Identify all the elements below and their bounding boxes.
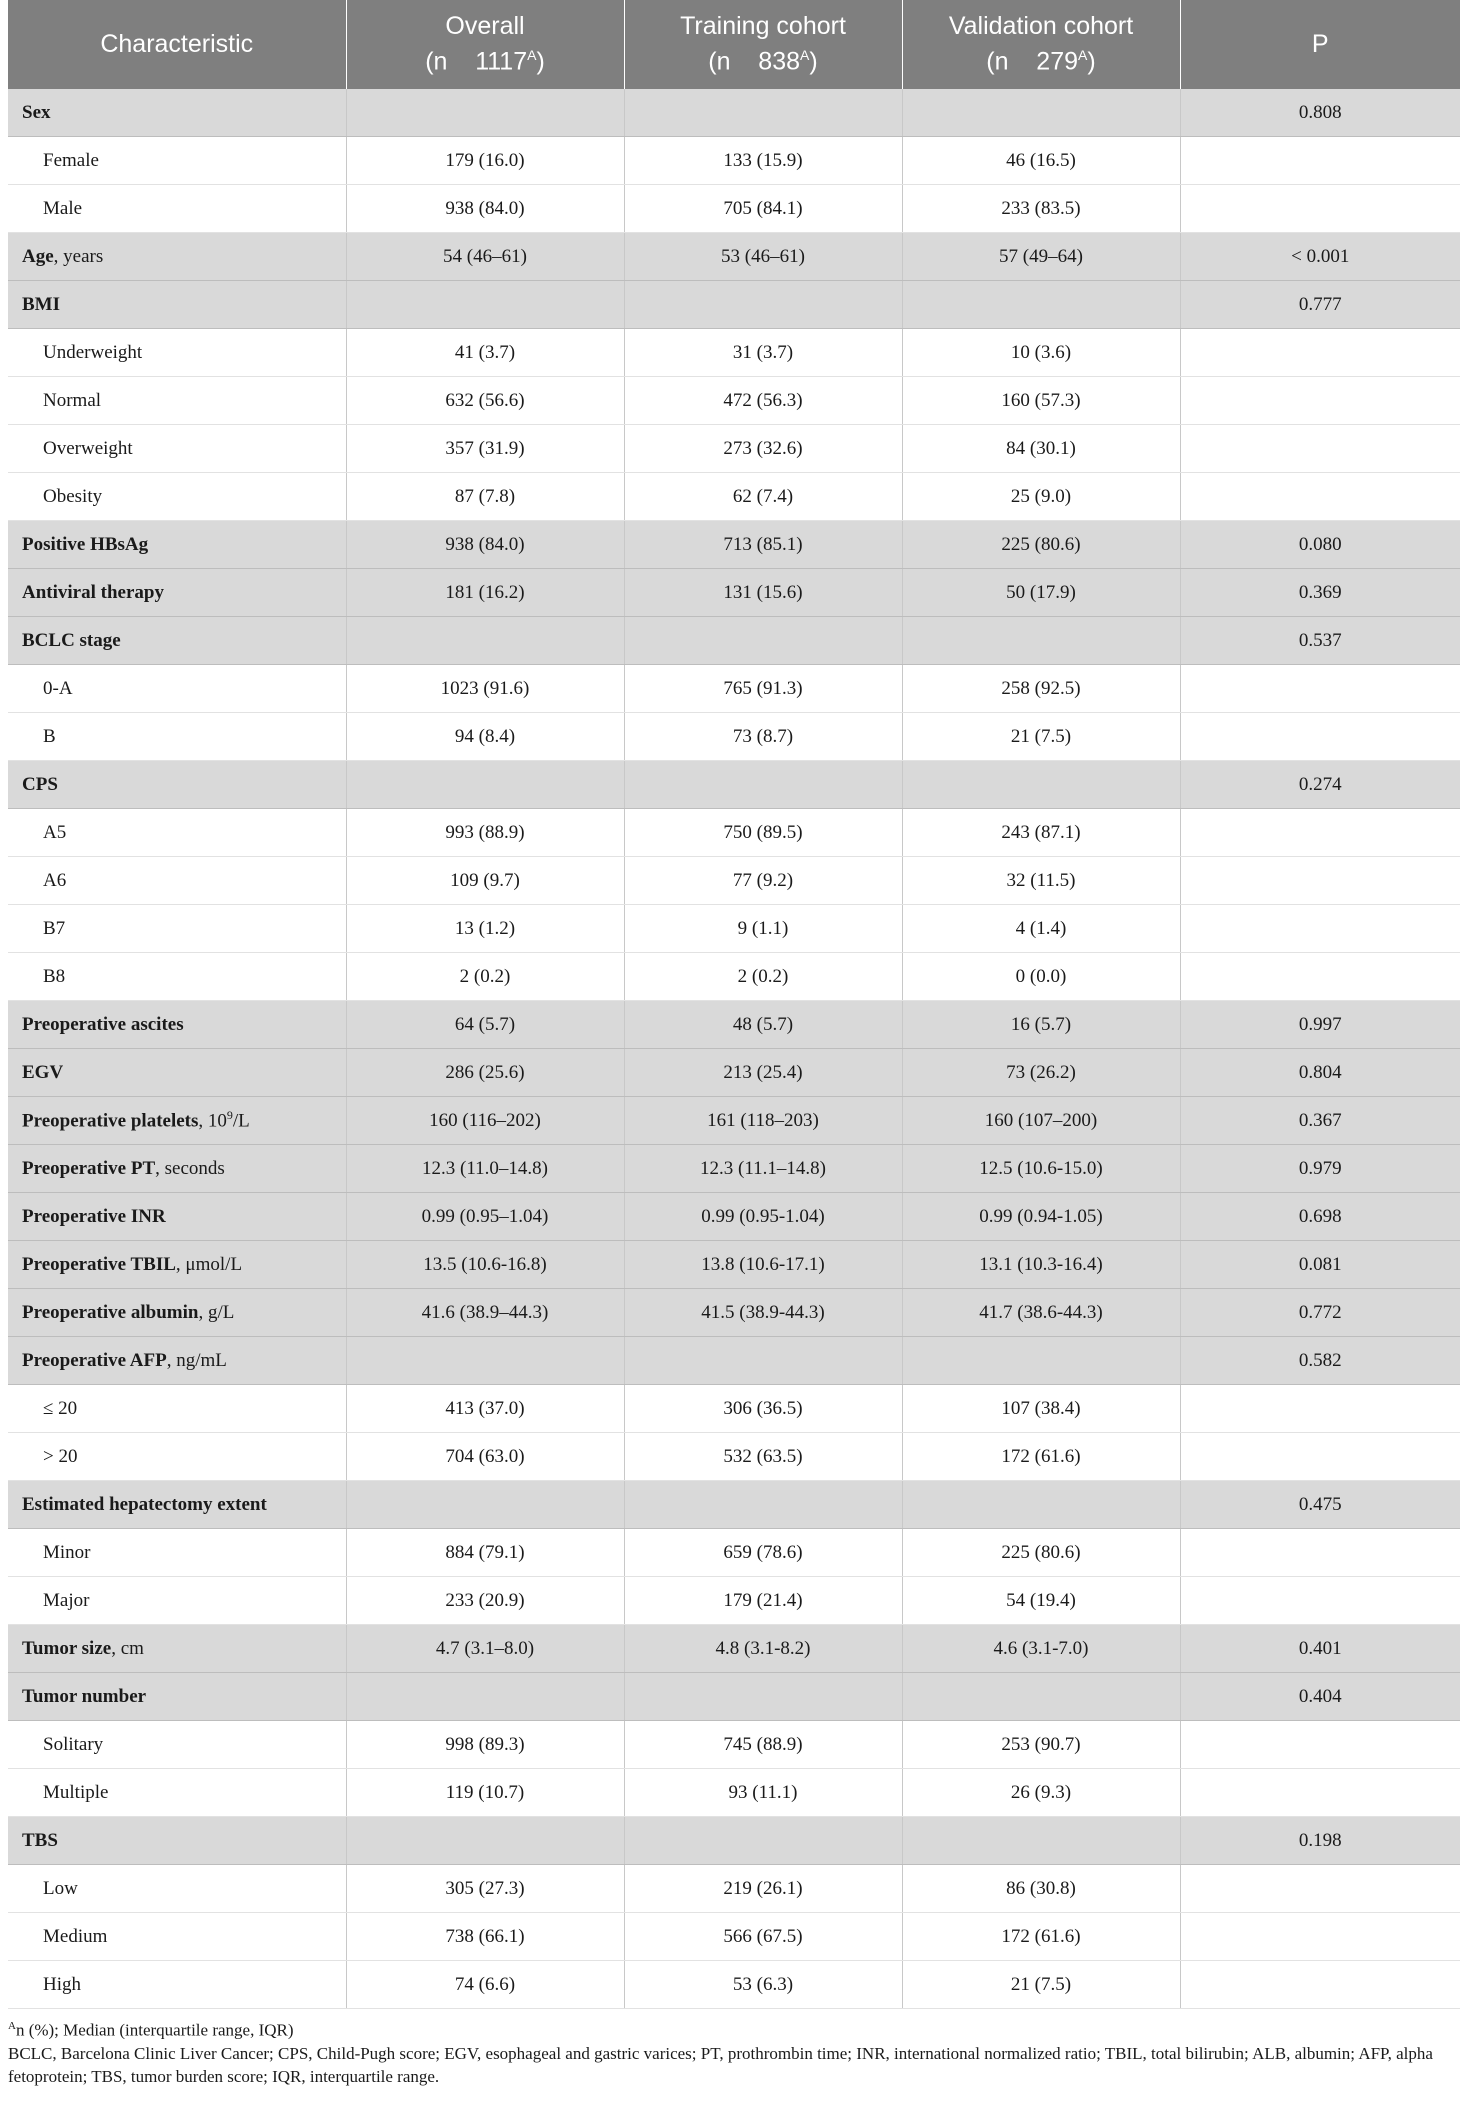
table-header (8, 0, 1460, 89)
cell-validation (902, 1673, 1180, 1721)
cell-p (1180, 377, 1460, 425)
row-label (8, 1049, 346, 1097)
row-label: Minor (8, 1529, 346, 1577)
cell-training: 713 (85.1) (624, 521, 902, 569)
row-label-bold: Preoperative platelets (22, 1110, 199, 1132)
table-row (8, 137, 1460, 185)
cell-validation: 84 (30.1) (902, 425, 1180, 473)
row-label-bold: Antiviral therapy (22, 581, 164, 603)
cell-overall: 74 (6.6) (346, 1961, 624, 2009)
cell-training: 306 (36.5) (624, 1385, 902, 1433)
cell-validation: 16 (5.7) (902, 1001, 1180, 1049)
cell-validation (902, 761, 1180, 809)
table-row-group (8, 1241, 1460, 1289)
cell-overall: 2 (0.2) (346, 953, 624, 1001)
cell-p: < 0.001 (1180, 233, 1460, 281)
cell-overall: 160 (116–202) (346, 1097, 624, 1145)
table-row-group (8, 1625, 1460, 1673)
cell-p (1180, 329, 1460, 377)
footnote-abbreviations: BCLC, Barcelona Clinic Liver Cancer; CPS, Child-Pugh score; EGV, esophageal and gastric varices; PT, prothrombin time; INR, international normalized ratio; TBIL, total bilirubin; ALB, albumin; AFP, alpha fetoprotein; TBS, tumor burden score; IQR, interquartile range. (8, 2043, 1433, 2086)
row-label: Medium (8, 1913, 346, 1961)
header-overall-sup: A (527, 47, 537, 64)
row-label: Underweight (8, 329, 346, 377)
cell-validation: 57 (49–64) (902, 233, 1180, 281)
footnote-sup: A (8, 2020, 16, 2032)
cell-overall (346, 1817, 624, 1865)
cell-validation: 46 (16.5) (902, 137, 1180, 185)
table-row (8, 857, 1460, 905)
row-label (8, 1241, 346, 1289)
cell-validation: 172 (61.6) (902, 1433, 1180, 1481)
cell-overall: 181 (16.2) (346, 569, 624, 617)
cell-overall: 94 (8.4) (346, 713, 624, 761)
cell-p: 0.808 (1180, 89, 1460, 137)
cell-p (1180, 1961, 1460, 2009)
cell-overall: 179 (16.0) (346, 137, 624, 185)
cell-training: 53 (6.3) (624, 1961, 902, 2009)
table-row-group (8, 1145, 1460, 1193)
footnote-legend (8, 2015, 1460, 2042)
cell-overall: 109 (9.7) (346, 857, 624, 905)
cell-p (1180, 1433, 1460, 1481)
cell-p: 0.198 (1180, 1817, 1460, 1865)
row-label: Multiple (8, 1769, 346, 1817)
row-label-bold: Age (22, 245, 54, 267)
cell-overall: 233 (20.9) (346, 1577, 624, 1625)
cell-validation: 32 (11.5) (902, 857, 1180, 905)
header-validation-close: ) (1087, 47, 1096, 76)
header-validation-n: (n 279 (986, 47, 1079, 76)
header-overall-name: Overall (445, 12, 525, 41)
row-label (8, 617, 346, 665)
header-p: P (1180, 0, 1460, 89)
cell-validation: 12.5 (10.6-15.0) (902, 1145, 1180, 1193)
table-row (8, 1913, 1460, 1961)
cell-overall: 413 (37.0) (346, 1385, 624, 1433)
cell-validation (902, 617, 1180, 665)
cell-overall (346, 1337, 624, 1385)
cell-p (1180, 185, 1460, 233)
table-row-group (8, 1481, 1460, 1529)
cell-validation: 41.7 (38.6-44.3) (902, 1289, 1180, 1337)
cell-training: 532 (63.5) (624, 1433, 902, 1481)
table-row (8, 953, 1460, 1001)
cell-p (1180, 905, 1460, 953)
cell-overall: 704 (63.0) (346, 1433, 624, 1481)
row-label: Male (8, 185, 346, 233)
cell-training: 31 (3.7) (624, 329, 902, 377)
cell-validation: 253 (90.7) (902, 1721, 1180, 1769)
cell-overall (346, 281, 624, 329)
header-training-name: Training cohort (680, 12, 846, 41)
cell-validation: 50 (17.9) (902, 569, 1180, 617)
cell-overall: 286 (25.6) (346, 1049, 624, 1097)
table-row-group (8, 1049, 1460, 1097)
cell-validation: 0.99 (0.94-1.05) (902, 1193, 1180, 1241)
cell-validation: 10 (3.6) (902, 329, 1180, 377)
row-label: Obesity (8, 473, 346, 521)
row-label (8, 761, 346, 809)
cell-validation: 4 (1.4) (902, 905, 1180, 953)
table-row-group (8, 569, 1460, 617)
cell-overall (346, 617, 624, 665)
row-label (8, 521, 346, 569)
cell-training: 745 (88.9) (624, 1721, 902, 1769)
row-label (8, 569, 346, 617)
table-row (8, 809, 1460, 857)
cell-p: 0.367 (1180, 1097, 1460, 1145)
cell-training (624, 1817, 902, 1865)
cell-p: 0.772 (1180, 1289, 1460, 1337)
row-label-bold: Sex (22, 101, 51, 123)
cell-validation: 160 (107–200) (902, 1097, 1180, 1145)
row-label-unit: , seconds (155, 1157, 225, 1179)
row-label: A5 (8, 809, 346, 857)
table-footnotes (8, 2015, 1460, 2088)
cell-validation: 107 (38.4) (902, 1385, 1180, 1433)
cell-validation: 26 (9.3) (902, 1769, 1180, 1817)
cell-validation: 13.1 (10.3-16.4) (902, 1241, 1180, 1289)
table-row-group (8, 233, 1460, 281)
row-label: Normal (8, 377, 346, 425)
cell-overall: 4.7 (3.1–8.0) (346, 1625, 624, 1673)
table-body (8, 89, 1460, 2009)
row-label-unit: , cm (111, 1637, 144, 1659)
cell-training: 131 (15.6) (624, 569, 902, 617)
row-label (8, 1817, 346, 1865)
row-label: ≤ 20 (8, 1385, 346, 1433)
header-training-close: ) (809, 47, 818, 76)
row-label: > 20 (8, 1433, 346, 1481)
cell-p (1180, 425, 1460, 473)
cell-validation (902, 281, 1180, 329)
cell-p (1180, 809, 1460, 857)
table-row-group (8, 1289, 1460, 1337)
row-label: Solitary (8, 1721, 346, 1769)
cell-training: 48 (5.7) (624, 1001, 902, 1049)
cell-overall (346, 1673, 624, 1721)
cell-p: 0.537 (1180, 617, 1460, 665)
table-row (8, 473, 1460, 521)
row-label-unit: , years (53, 245, 104, 267)
cell-p: 0.698 (1180, 1193, 1460, 1241)
table-container (8, 0, 1460, 2088)
table-row-group (8, 1193, 1460, 1241)
cell-overall: 998 (89.3) (346, 1721, 624, 1769)
table-row-group (8, 521, 1460, 569)
cell-validation: 172 (61.6) (902, 1913, 1180, 1961)
cell-p (1180, 473, 1460, 521)
table-row-group (8, 761, 1460, 809)
header-overall (346, 0, 624, 89)
header-validation-name: Validation cohort (948, 12, 1134, 41)
table-row-group (8, 1817, 1460, 1865)
row-label-unit-suffix: /L (232, 1110, 250, 1132)
cell-validation: 0 (0.0) (902, 953, 1180, 1001)
row-label-bold: Preoperative ascites (22, 1013, 184, 1035)
table-row-group (8, 1001, 1460, 1049)
cell-overall (346, 761, 624, 809)
row-label (8, 1193, 346, 1241)
cell-training: 9 (1.1) (624, 905, 902, 953)
cell-overall: 41 (3.7) (346, 329, 624, 377)
cell-training: 472 (56.3) (624, 377, 902, 425)
row-label-bold: Tumor size (22, 1637, 112, 1659)
cell-p: 0.777 (1180, 281, 1460, 329)
table-row (8, 377, 1460, 425)
cell-overall (346, 1481, 624, 1529)
table-row (8, 1721, 1460, 1769)
cell-training: 73 (8.7) (624, 713, 902, 761)
row-label-bold: Tumor number (22, 1685, 147, 1707)
cell-training: 179 (21.4) (624, 1577, 902, 1625)
cell-training: 93 (11.1) (624, 1769, 902, 1817)
cell-validation: 25 (9.0) (902, 473, 1180, 521)
cell-p: 0.369 (1180, 569, 1460, 617)
cell-training (624, 761, 902, 809)
cell-validation: 4.6 (3.1-7.0) (902, 1625, 1180, 1673)
cell-p: 0.997 (1180, 1001, 1460, 1049)
cell-training: 765 (91.3) (624, 665, 902, 713)
header-overall-close: ) (536, 47, 545, 76)
cell-validation (902, 89, 1180, 137)
footnote-text: n (%); Median (interquartile range, IQR) (15, 2020, 294, 2040)
cell-training: 12.3 (11.1–14.8) (624, 1145, 902, 1193)
table-row (8, 1577, 1460, 1625)
cell-validation: 225 (80.6) (902, 521, 1180, 569)
header-characteristic: Characteristic (8, 0, 346, 89)
cell-training (624, 1337, 902, 1385)
cell-training: 4.8 (3.1-8.2) (624, 1625, 902, 1673)
cell-overall: 938 (84.0) (346, 185, 624, 233)
cell-overall: 993 (88.9) (346, 809, 624, 857)
table-row (8, 185, 1460, 233)
row-label: 0-A (8, 665, 346, 713)
characteristics-table (8, 0, 1460, 2009)
cell-training: 13.8 (10.6-17.1) (624, 1241, 902, 1289)
cell-overall (346, 89, 624, 137)
header-overall-n: (n 1117 (425, 47, 528, 76)
header-validation-sup: A (1078, 47, 1088, 64)
cell-overall: 41.6 (38.9–44.3) (346, 1289, 624, 1337)
cell-p: 0.081 (1180, 1241, 1460, 1289)
cell-p (1180, 1769, 1460, 1817)
row-label: High (8, 1961, 346, 2009)
row-label (8, 1481, 346, 1529)
cell-training (624, 617, 902, 665)
table-row (8, 1433, 1460, 1481)
cell-overall: 357 (31.9) (346, 425, 624, 473)
cell-p (1180, 1721, 1460, 1769)
cell-p: 0.274 (1180, 761, 1460, 809)
table-row (8, 905, 1460, 953)
row-label-bold: CPS (22, 773, 58, 795)
row-label: Female (8, 137, 346, 185)
cell-training: 133 (15.9) (624, 137, 902, 185)
cell-overall: 738 (66.1) (346, 1913, 624, 1961)
row-label: B (8, 713, 346, 761)
cell-p: 0.401 (1180, 1625, 1460, 1673)
cell-training (624, 281, 902, 329)
row-label (8, 1145, 346, 1193)
cell-training: 62 (7.4) (624, 473, 902, 521)
row-label-bold: BMI (22, 293, 60, 315)
row-label-sup: 9 (226, 1108, 233, 1123)
cell-overall: 54 (46–61) (346, 233, 624, 281)
header-training (624, 0, 902, 89)
cell-p (1180, 1577, 1460, 1625)
cell-overall: 938 (84.0) (346, 521, 624, 569)
row-label-bold: Positive HBsAg (22, 533, 149, 555)
cell-validation: 21 (7.5) (902, 713, 1180, 761)
cell-validation (902, 1481, 1180, 1529)
cell-validation: 233 (83.5) (902, 185, 1180, 233)
cell-p (1180, 1385, 1460, 1433)
cell-training: 53 (46–61) (624, 233, 902, 281)
row-label (8, 233, 346, 281)
cell-p (1180, 857, 1460, 905)
row-label-bold: Preoperative TBIL (22, 1253, 176, 1275)
cell-p: 0.979 (1180, 1145, 1460, 1193)
table-row-group (8, 281, 1460, 329)
row-label-bold: Preoperative INR (22, 1205, 166, 1227)
row-label: B7 (8, 905, 346, 953)
cell-validation (902, 1817, 1180, 1865)
cell-training: 705 (84.1) (624, 185, 902, 233)
table-row-group (8, 617, 1460, 665)
table-row-group (8, 89, 1460, 137)
cell-validation: 86 (30.8) (902, 1865, 1180, 1913)
header-training-sup: A (800, 47, 810, 64)
row-label (8, 89, 346, 137)
cell-overall: 12.3 (11.0–14.8) (346, 1145, 624, 1193)
cell-p: 0.804 (1180, 1049, 1460, 1097)
table-row-group (8, 1673, 1460, 1721)
cell-p (1180, 137, 1460, 185)
table-row (8, 665, 1460, 713)
cell-training: 161 (118–203) (624, 1097, 902, 1145)
cell-training: 219 (26.1) (624, 1865, 902, 1913)
row-label (8, 1289, 346, 1337)
cell-training: 273 (32.6) (624, 425, 902, 473)
cell-training: 213 (25.4) (624, 1049, 902, 1097)
cell-training: 77 (9.2) (624, 857, 902, 905)
row-label: Low (8, 1865, 346, 1913)
row-label: Major (8, 1577, 346, 1625)
row-label (8, 281, 346, 329)
cell-overall: 0.99 (0.95–1.04) (346, 1193, 624, 1241)
cell-overall: 305 (27.3) (346, 1865, 624, 1913)
cell-training: 2 (0.2) (624, 953, 902, 1001)
row-label-unit: , ng/mL (166, 1349, 227, 1371)
cell-validation: 54 (19.4) (902, 1577, 1180, 1625)
cell-training: 750 (89.5) (624, 809, 902, 857)
table-row (8, 1865, 1460, 1913)
row-label-bold: Preoperative albumin (22, 1301, 199, 1323)
row-label (8, 1337, 346, 1385)
cell-overall: 64 (5.7) (346, 1001, 624, 1049)
cell-overall: 632 (56.6) (346, 377, 624, 425)
cell-training (624, 1481, 902, 1529)
table-row (8, 1961, 1460, 2009)
cell-p (1180, 953, 1460, 1001)
table-row (8, 329, 1460, 377)
row-label-bold: EGV (22, 1061, 64, 1083)
cell-validation: 73 (26.2) (902, 1049, 1180, 1097)
table-row (8, 1385, 1460, 1433)
cell-p: 0.404 (1180, 1673, 1460, 1721)
row-label-unit: , μmol/L (175, 1253, 243, 1275)
cell-training: 659 (78.6) (624, 1529, 902, 1577)
cell-p: 0.475 (1180, 1481, 1460, 1529)
row-label (8, 1625, 346, 1673)
table-row-group (8, 1097, 1460, 1145)
table-row (8, 713, 1460, 761)
row-label-bold: BCLC stage (22, 629, 121, 651)
cell-validation: 160 (57.3) (902, 377, 1180, 425)
cell-overall: 13 (1.2) (346, 905, 624, 953)
cell-training: 566 (67.5) (624, 1913, 902, 1961)
row-label: A6 (8, 857, 346, 905)
cell-training (624, 1673, 902, 1721)
cell-overall: 884 (79.1) (346, 1529, 624, 1577)
cell-p (1180, 1865, 1460, 1913)
row-label-bold: TBS (22, 1829, 58, 1851)
header-training-n: (n 838 (708, 47, 801, 76)
table-row (8, 425, 1460, 473)
row-label: Overweight (8, 425, 346, 473)
row-label (8, 1001, 346, 1049)
cell-overall: 119 (10.7) (346, 1769, 624, 1817)
row-label (8, 1673, 346, 1721)
cell-p: 0.080 (1180, 521, 1460, 569)
cell-validation: 21 (7.5) (902, 1961, 1180, 2009)
cell-training (624, 89, 902, 137)
cell-p (1180, 713, 1460, 761)
cell-validation (902, 1337, 1180, 1385)
cell-training: 0.99 (0.95-1.04) (624, 1193, 902, 1241)
cell-p (1180, 665, 1460, 713)
cell-validation: 225 (80.6) (902, 1529, 1180, 1577)
table-row-group (8, 1337, 1460, 1385)
cell-p (1180, 1913, 1460, 1961)
cell-overall: 1023 (91.6) (346, 665, 624, 713)
table-row (8, 1529, 1460, 1577)
row-label-bold: Estimated hepatectomy extent (22, 1493, 267, 1515)
row-label (8, 1097, 346, 1145)
cell-p: 0.582 (1180, 1337, 1460, 1385)
row-label-bold: Preoperative PT (22, 1157, 156, 1179)
cell-training: 41.5 (38.9-44.3) (624, 1289, 902, 1337)
cell-overall: 87 (7.8) (346, 473, 624, 521)
cell-p (1180, 1529, 1460, 1577)
cell-overall: 13.5 (10.6-16.8) (346, 1241, 624, 1289)
header-validation (902, 0, 1180, 89)
row-label-bold: Preoperative AFP (22, 1349, 167, 1371)
cell-validation: 243 (87.1) (902, 809, 1180, 857)
cell-validation: 258 (92.5) (902, 665, 1180, 713)
row-label-unit: , 10 (198, 1110, 227, 1132)
row-label-unit: , g/L (198, 1301, 235, 1323)
row-label: B8 (8, 953, 346, 1001)
table-row (8, 1769, 1460, 1817)
